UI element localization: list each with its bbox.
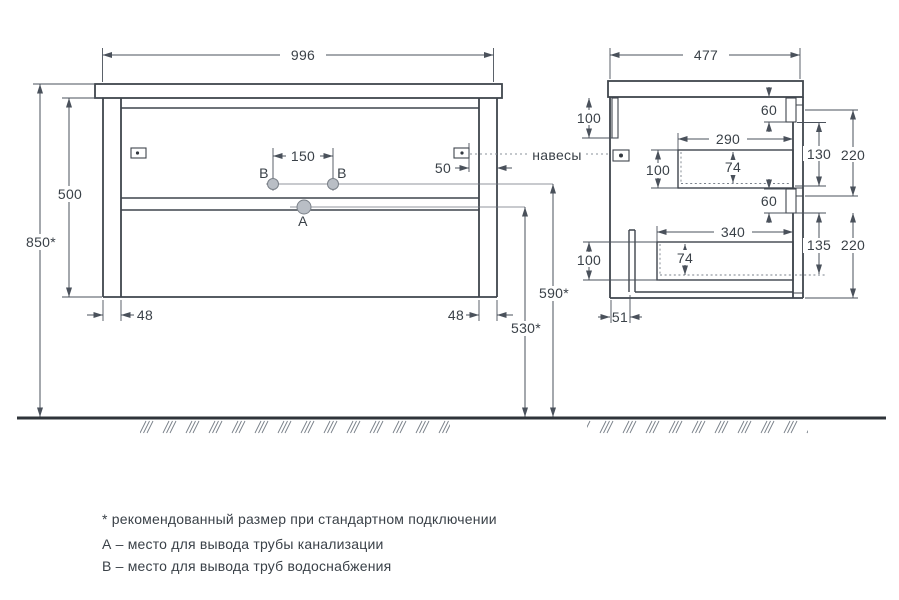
legend-note-a: А – место для вывода трубы канализации — [102, 536, 384, 552]
svg-text:60: 60 — [760, 193, 778, 209]
dim-drawer2-inner — [672, 244, 699, 275]
dim-mid-bracket — [761, 179, 786, 223]
svg-text:51: 51 — [611, 309, 629, 325]
side-front-bracket-top — [786, 98, 796, 122]
svg-text:100: 100 — [645, 162, 671, 178]
dim-drawer1-inner — [720, 152, 747, 183]
dim-hanger-inset — [435, 143, 512, 176]
dim-drawer1-depth — [678, 131, 793, 150]
front-hanger-right-dot — [460, 151, 463, 154]
legend — [102, 511, 497, 574]
ground — [17, 418, 886, 435]
hole-b-left — [268, 179, 279, 190]
side-front-bracket-mid — [786, 189, 796, 213]
svg-text:48: 48 — [136, 307, 154, 323]
svg-text:850*: 850* — [25, 234, 57, 250]
hole-b-left-label: B — [259, 165, 269, 181]
svg-text:996: 996 — [290, 47, 316, 63]
svg-text:130: 130 — [806, 146, 832, 162]
svg-text:74: 74 — [676, 250, 694, 266]
svg-text:50: 50 — [434, 160, 452, 176]
side-wall-bracket — [612, 98, 618, 138]
dim-foot-left — [87, 300, 153, 323]
hole-a — [297, 200, 311, 214]
legend-note-recommended: * рекомендованный размер при стандартном подключении — [102, 511, 497, 527]
svg-text:290: 290 — [715, 131, 741, 147]
front-view — [23, 47, 574, 417]
dim-foot-right — [448, 300, 513, 323]
dim-front-width — [103, 47, 494, 82]
svg-text:135: 135 — [806, 237, 832, 253]
dim-drawer2-depth — [657, 224, 793, 242]
hole-a-label: A — [298, 213, 308, 229]
svg-text:100: 100 — [576, 252, 602, 268]
dim-drawer2-height — [574, 242, 659, 280]
svg-text:340: 340 — [720, 224, 746, 240]
dim-back-gap — [598, 295, 642, 325]
dim-wall-bracket-height — [574, 98, 618, 138]
svg-text:530*: 530* — [510, 320, 542, 336]
side-mount-point-dot — [619, 154, 623, 158]
side-countertop — [608, 81, 803, 97]
svg-text:60: 60 — [760, 102, 778, 118]
dim-drawer2-front — [764, 213, 836, 274]
ground-hatch-left — [140, 421, 450, 435]
dim-overall-height — [23, 84, 94, 417]
dim-drawer1-height — [643, 150, 678, 188]
svg-text:48: 48 — [447, 307, 465, 323]
svg-text:590*: 590* — [538, 285, 570, 301]
dim-water-height — [534, 184, 574, 417]
side-view — [574, 47, 870, 325]
dim-lower-front-total — [805, 213, 870, 298]
svg-text:220: 220 — [840, 237, 866, 253]
front-countertop — [95, 84, 502, 98]
svg-text:500: 500 — [57, 186, 83, 202]
svg-text:150: 150 — [290, 148, 316, 164]
svg-text:477: 477 — [693, 47, 719, 63]
dim-drawer1-front — [795, 123, 836, 187]
legend-note-b: В – место для вывода труб водоснабжения — [102, 558, 392, 574]
hangers-label: навесы — [532, 147, 582, 163]
dim-cabinet-height — [53, 98, 102, 297]
front-hanger-left-dot — [136, 151, 139, 154]
dim-drain-height — [506, 207, 546, 417]
dim-top-bracket — [761, 87, 786, 132]
dim-depth — [610, 47, 800, 79]
hangers-callout — [470, 147, 611, 163]
side-bottom-bracket — [629, 230, 635, 292]
ground-hatch-right — [587, 421, 808, 435]
svg-text:100: 100 — [576, 110, 602, 126]
dim-hole-spacing — [273, 148, 333, 178]
svg-text:220: 220 — [840, 147, 866, 163]
hole-b-right-label: B — [337, 165, 347, 181]
svg-text:74: 74 — [724, 159, 742, 175]
